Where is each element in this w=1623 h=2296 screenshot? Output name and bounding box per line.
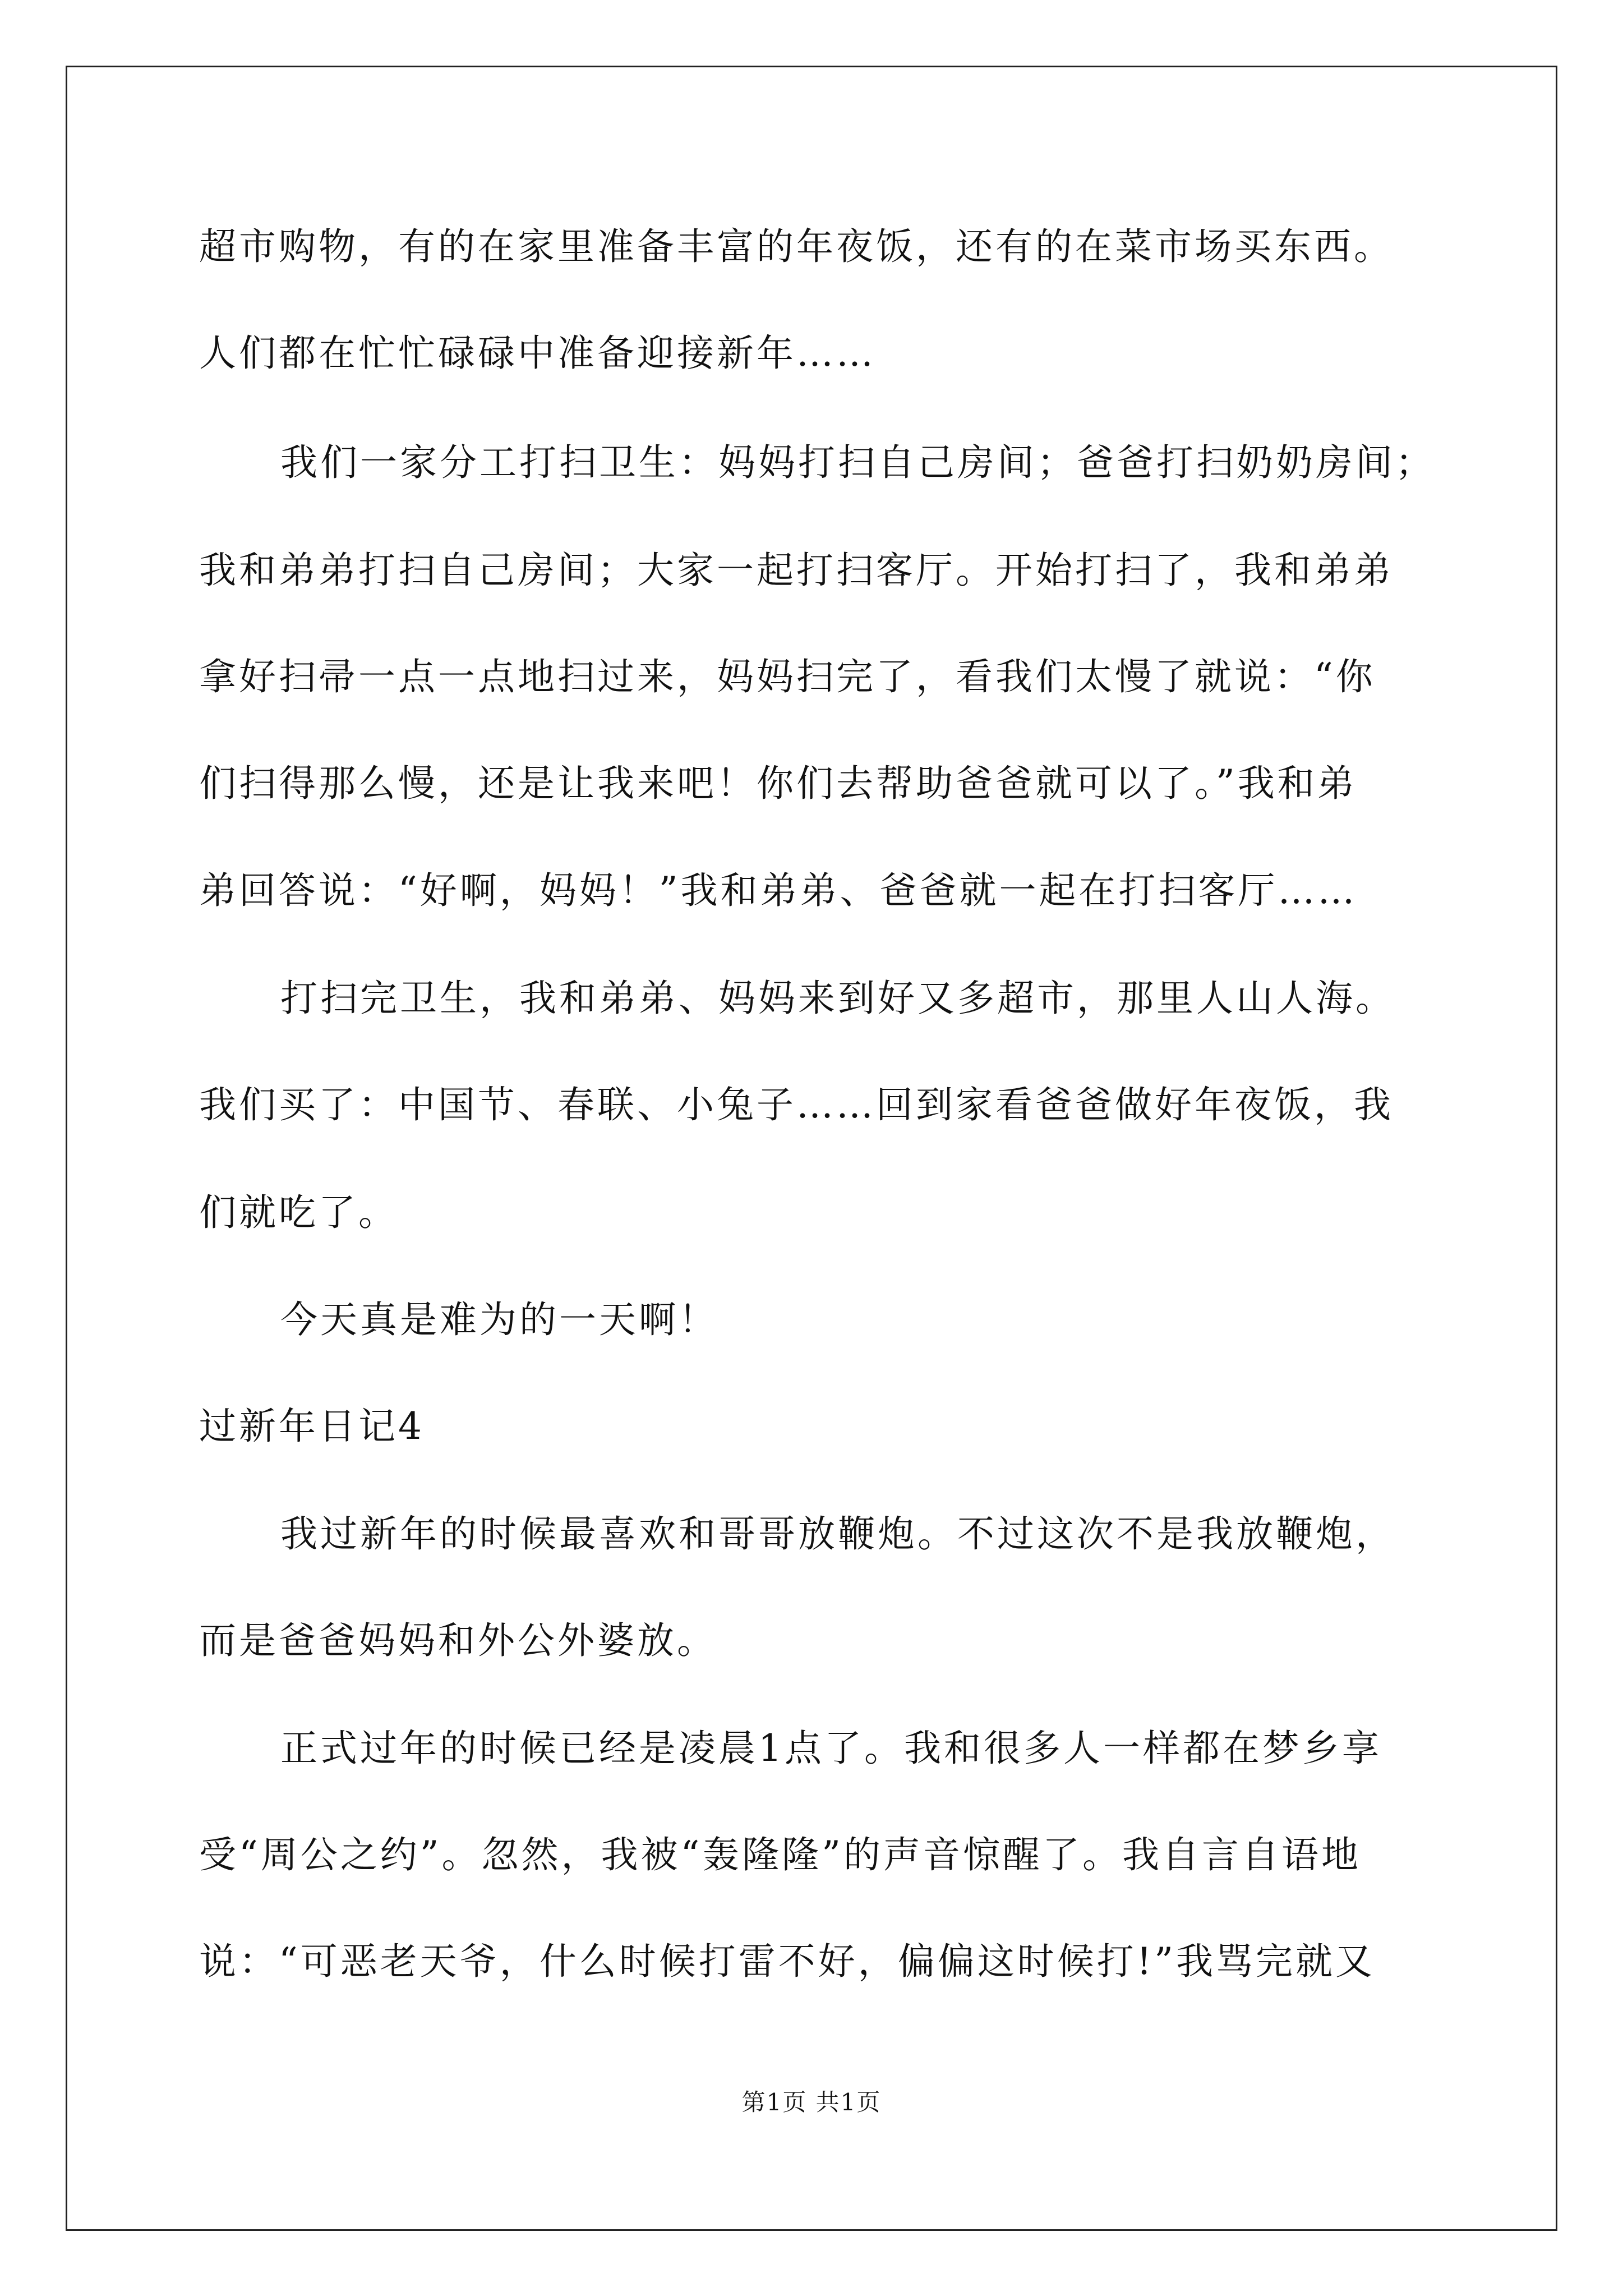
text-line: 而是爸爸妈妈和外公外婆放。 xyxy=(199,1619,717,1662)
paragraph-start-line: 正式过年的时候已经是凌晨1点了。我和很多人一样都在梦乡享 xyxy=(280,1727,1382,1770)
page-border xyxy=(66,66,1557,2231)
text-line: 超市购物，有的在家里准备丰富的年夜饭，还有的在菜市场买东西。 xyxy=(199,225,1394,268)
text-line: 们扫得那么慢，还是让我来吧！你们去帮助爸爸就可以了。”我和弟 xyxy=(199,762,1357,805)
text-line: 我们买了：中国节、春联、小兔子……回到家看爸爸做好年夜饭，我 xyxy=(199,1083,1394,1126)
paragraph-start-line: 打扫完卫生，我和弟弟、妈妈来到好又多超市，那里人山人海。 xyxy=(280,977,1395,1020)
paragraph-start-line: 我们一家分工打扫卫生：妈妈打扫自己房间；爸爸打扫奶奶房间； xyxy=(280,441,1435,484)
section-heading: 过新年日记4 xyxy=(199,1405,425,1448)
text-line: 们就吃了。 xyxy=(199,1191,398,1234)
text-line: 弟回答说：“好啊，妈妈！”我和弟弟、爸爸就一起在打扫客厅…… xyxy=(199,869,1358,912)
text-line: 人们都在忙忙碌碌中准备迎接新年…… xyxy=(199,332,876,375)
paragraph-start-line: 今天真是难为的一天啊！ xyxy=(280,1298,718,1341)
text-line: 说：“可恶老天爷，什么时候打雷不好，偏偏这时候打!”我骂完就又 xyxy=(199,1940,1376,1983)
text-line: 拿好扫帚一点一点地扫过来，妈妈扫完了，看我们太慢了就说：“你 xyxy=(199,655,1376,698)
paragraph-start-line: 我过新年的时候最喜欢和哥哥放鞭炮。不过这次不是我放鞭炮， xyxy=(280,1512,1395,1556)
text-line: 受“周公之约”。忽然，我被“轰隆隆”的声音惊醒了。我自言自语地 xyxy=(199,1833,1361,1876)
page-footer: 第1页 共1页 xyxy=(741,2088,882,2116)
text-line: 我和弟弟打扫自己房间；大家一起打扫客厅。开始打扫了，我和弟弟 xyxy=(199,549,1394,592)
